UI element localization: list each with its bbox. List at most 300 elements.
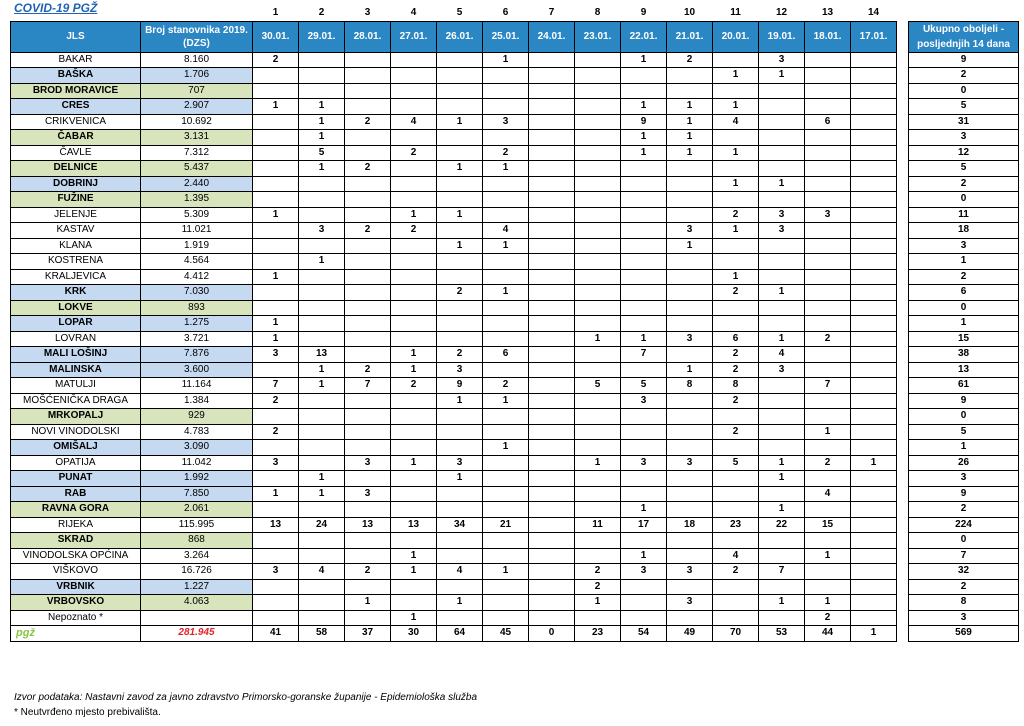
table-row	[11, 130, 1019, 146]
row-total: 2	[909, 269, 1019, 285]
case-count	[529, 595, 575, 611]
case-count	[851, 83, 897, 99]
case-count: 1	[253, 486, 299, 502]
case-count	[345, 269, 391, 285]
population-value: 893	[141, 300, 253, 316]
case-count	[759, 269, 805, 285]
municipality-name: RAVNA GORA	[11, 502, 141, 518]
case-count: 1	[299, 486, 345, 502]
case-count	[391, 424, 437, 440]
row-total: 26	[909, 455, 1019, 471]
case-count	[483, 331, 529, 347]
population-value: 4.783	[141, 424, 253, 440]
case-count	[483, 316, 529, 332]
case-count: 1	[575, 331, 621, 347]
date-header: 17.01.	[851, 21, 897, 52]
case-count	[529, 331, 575, 347]
case-count	[345, 316, 391, 332]
case-count: 2	[805, 455, 851, 471]
case-count	[345, 440, 391, 456]
date-header: 22.01.	[621, 21, 667, 52]
case-count	[667, 548, 713, 564]
case-count: 3	[437, 362, 483, 378]
case-count	[621, 595, 667, 611]
table-row	[11, 347, 1019, 363]
row-total: 0	[909, 192, 1019, 208]
row-total: 1	[909, 440, 1019, 456]
gap-cell	[897, 83, 909, 99]
case-count	[437, 254, 483, 270]
case-count: 2	[667, 52, 713, 68]
population-value: 7.876	[141, 347, 253, 363]
case-count: 11	[575, 517, 621, 533]
row-total: 5	[909, 161, 1019, 177]
case-count	[575, 285, 621, 301]
case-count	[345, 207, 391, 223]
case-count: 1	[759, 595, 805, 611]
case-count	[391, 440, 437, 456]
case-count: 3	[483, 114, 529, 130]
population-value: 868	[141, 533, 253, 549]
case-count	[667, 316, 713, 332]
case-count	[759, 145, 805, 161]
municipality-name: ČABAR	[11, 130, 141, 146]
case-count	[483, 409, 529, 425]
case-count	[759, 533, 805, 549]
case-count	[483, 595, 529, 611]
row-total: 1	[909, 316, 1019, 332]
case-count	[575, 99, 621, 115]
population-value: 115.995	[141, 517, 253, 533]
case-count	[253, 610, 299, 626]
row-total: 0	[909, 83, 1019, 99]
gap-cell	[897, 269, 909, 285]
case-count	[299, 548, 345, 564]
case-count: 1	[575, 455, 621, 471]
case-count	[299, 579, 345, 595]
population-value: 5.437	[141, 161, 253, 177]
municipality-name: LOVRAN	[11, 331, 141, 347]
row-total: 5	[909, 424, 1019, 440]
municipality-name: OMIŠALJ	[11, 440, 141, 456]
municipality-name: LOPAR	[11, 316, 141, 332]
date-header: 21.01.	[667, 21, 713, 52]
daily-total: 70	[713, 626, 759, 642]
case-count	[483, 471, 529, 487]
case-count	[529, 238, 575, 254]
case-count	[851, 114, 897, 130]
case-count: 2	[437, 347, 483, 363]
row-total: 3	[909, 130, 1019, 146]
case-count: 1	[299, 99, 345, 115]
case-count	[713, 486, 759, 502]
case-count	[759, 114, 805, 130]
table-row	[11, 595, 1019, 611]
case-count	[621, 471, 667, 487]
gap-cell	[897, 145, 909, 161]
case-count	[529, 223, 575, 239]
case-count	[529, 254, 575, 270]
case-count	[253, 130, 299, 146]
municipality-name: KOSTRENA	[11, 254, 141, 270]
case-count	[851, 471, 897, 487]
case-count	[759, 378, 805, 394]
case-count	[529, 269, 575, 285]
day-number: 12	[775, 7, 788, 19]
case-count: 1	[483, 393, 529, 409]
blank-cell	[141, 6, 253, 21]
case-count	[253, 548, 299, 564]
gap-cell	[897, 285, 909, 301]
row-total: 0	[909, 533, 1019, 549]
case-count	[483, 68, 529, 84]
case-count	[529, 285, 575, 301]
municipality-name: BAKAR	[11, 52, 141, 68]
case-count: 9	[437, 378, 483, 394]
row-total: 12	[909, 145, 1019, 161]
population-value: 2.907	[141, 99, 253, 115]
case-count	[759, 610, 805, 626]
day-number: 1	[272, 7, 279, 19]
case-count	[391, 533, 437, 549]
case-count: 1	[667, 99, 713, 115]
date-header: 19.01.	[759, 21, 805, 52]
municipality-name: OPATIJA	[11, 455, 141, 471]
case-count: 1	[713, 68, 759, 84]
case-count	[575, 52, 621, 68]
case-count: 5	[299, 145, 345, 161]
case-count	[805, 83, 851, 99]
case-count	[851, 517, 897, 533]
population-value: 2.061	[141, 502, 253, 518]
case-count: 3	[759, 207, 805, 223]
case-count	[253, 161, 299, 177]
case-count: 4	[483, 223, 529, 239]
case-count	[851, 393, 897, 409]
case-count: 2	[713, 285, 759, 301]
case-count: 1	[437, 393, 483, 409]
case-count	[621, 83, 667, 99]
case-count	[253, 502, 299, 518]
row-total: 9	[909, 52, 1019, 68]
row-total: 11	[909, 207, 1019, 223]
municipality-name: CRES	[11, 99, 141, 115]
case-count	[299, 285, 345, 301]
case-count	[805, 347, 851, 363]
case-count	[299, 192, 345, 208]
case-count	[575, 347, 621, 363]
case-count	[713, 610, 759, 626]
case-count: 23	[713, 517, 759, 533]
gap-cell	[897, 455, 909, 471]
case-count	[391, 285, 437, 301]
case-count: 3	[253, 455, 299, 471]
case-count: 8	[667, 378, 713, 394]
case-count: 3	[805, 207, 851, 223]
case-count	[851, 579, 897, 595]
case-count	[529, 471, 575, 487]
case-count	[575, 502, 621, 518]
daily-total: 45	[483, 626, 529, 642]
gap-cell	[897, 533, 909, 549]
case-count: 1	[805, 595, 851, 611]
case-count	[391, 300, 437, 316]
case-count	[805, 223, 851, 239]
case-count: 7	[253, 378, 299, 394]
population-value: 8.160	[141, 52, 253, 68]
case-count	[391, 409, 437, 425]
municipality-name: MOŠĆENIČKA DRAGA	[11, 393, 141, 409]
case-count	[575, 409, 621, 425]
case-count	[759, 579, 805, 595]
case-count	[851, 486, 897, 502]
gap-cell	[897, 424, 909, 440]
table-row	[11, 502, 1019, 518]
case-count: 1	[759, 176, 805, 192]
case-count	[667, 409, 713, 425]
case-count	[529, 161, 575, 177]
case-count	[483, 362, 529, 378]
case-count	[805, 145, 851, 161]
row-total: 38	[909, 347, 1019, 363]
row-total: 0	[909, 409, 1019, 425]
table-row	[11, 564, 1019, 580]
case-count: 5	[713, 455, 759, 471]
municipality-name: VINODOLSKA OPĆINA	[11, 548, 141, 564]
case-count	[345, 579, 391, 595]
case-count	[483, 83, 529, 99]
table-row	[11, 471, 1019, 487]
case-count	[391, 176, 437, 192]
case-count	[575, 486, 621, 502]
case-count	[575, 238, 621, 254]
case-count	[713, 52, 759, 68]
case-count	[805, 362, 851, 378]
case-count	[299, 83, 345, 99]
case-count	[437, 502, 483, 518]
case-count	[851, 145, 897, 161]
row-total: 224	[909, 517, 1019, 533]
population-value: 3.264	[141, 548, 253, 564]
case-count: 18	[667, 517, 713, 533]
case-count	[437, 99, 483, 115]
case-count	[575, 316, 621, 332]
case-count	[437, 331, 483, 347]
case-count: 2	[713, 564, 759, 580]
case-count: 1	[851, 455, 897, 471]
municipality-name: MALI LOŠINJ	[11, 347, 141, 363]
case-count	[253, 595, 299, 611]
case-count	[253, 362, 299, 378]
case-count	[851, 99, 897, 115]
daily-total: 23	[575, 626, 621, 642]
gap-cell	[897, 207, 909, 223]
case-count: 2	[483, 145, 529, 161]
daily-total: 54	[621, 626, 667, 642]
case-count	[851, 223, 897, 239]
case-count	[391, 331, 437, 347]
table-row	[11, 362, 1019, 378]
case-count	[575, 471, 621, 487]
case-count	[483, 192, 529, 208]
gap-cell	[897, 393, 909, 409]
case-count: 1	[483, 161, 529, 177]
case-count	[851, 548, 897, 564]
case-count	[851, 130, 897, 146]
case-count	[437, 192, 483, 208]
gap-cell	[897, 223, 909, 239]
case-count	[851, 533, 897, 549]
case-count	[345, 83, 391, 99]
population-value: 4.412	[141, 269, 253, 285]
case-count	[667, 254, 713, 270]
case-count: 2	[391, 378, 437, 394]
case-count	[345, 68, 391, 84]
case-count	[437, 424, 483, 440]
case-count	[437, 130, 483, 146]
day-number: 3	[364, 7, 371, 19]
case-count	[667, 176, 713, 192]
case-count	[345, 285, 391, 301]
case-count	[391, 68, 437, 84]
case-count	[759, 548, 805, 564]
case-count	[713, 533, 759, 549]
gap-cell	[897, 579, 909, 595]
daily-total: 41	[253, 626, 299, 642]
case-count	[391, 52, 437, 68]
table-row	[11, 424, 1019, 440]
day-number: 9	[640, 7, 647, 19]
case-count	[851, 207, 897, 223]
case-count	[575, 393, 621, 409]
gap-cell	[897, 595, 909, 611]
table-row	[11, 440, 1019, 456]
case-count	[299, 176, 345, 192]
case-count	[529, 83, 575, 99]
case-count: 1	[253, 316, 299, 332]
case-count	[299, 502, 345, 518]
case-count	[529, 145, 575, 161]
case-count	[391, 502, 437, 518]
case-count	[529, 533, 575, 549]
case-count	[667, 471, 713, 487]
case-count	[575, 533, 621, 549]
case-count: 1	[621, 52, 667, 68]
case-count	[621, 300, 667, 316]
gap-cell	[897, 161, 909, 177]
case-count	[575, 300, 621, 316]
population-value: 7.030	[141, 285, 253, 301]
case-count: 13	[253, 517, 299, 533]
case-count	[851, 362, 897, 378]
date-header: 25.01.	[483, 21, 529, 52]
municipality-name: VIŠKOVO	[11, 564, 141, 580]
population-value: 7.850	[141, 486, 253, 502]
case-count: 1	[437, 161, 483, 177]
municipality-name: RIJEKA	[11, 517, 141, 533]
case-count: 1	[299, 161, 345, 177]
case-count	[851, 269, 897, 285]
case-count	[529, 455, 575, 471]
gap-cell	[897, 68, 909, 84]
row-total: 31	[909, 114, 1019, 130]
case-count	[621, 176, 667, 192]
case-count: 2	[345, 114, 391, 130]
case-count	[805, 238, 851, 254]
case-count	[483, 269, 529, 285]
gap-cell	[897, 316, 909, 332]
case-count	[575, 254, 621, 270]
case-count: 1	[713, 269, 759, 285]
case-count	[529, 68, 575, 84]
case-count: 1	[437, 207, 483, 223]
table-row	[11, 176, 1019, 192]
case-count	[759, 161, 805, 177]
case-count: 1	[299, 114, 345, 130]
case-count: 3	[253, 347, 299, 363]
case-count	[805, 564, 851, 580]
case-count	[437, 300, 483, 316]
case-count	[575, 192, 621, 208]
case-count	[851, 440, 897, 456]
case-count	[851, 238, 897, 254]
day-number: 11	[730, 7, 741, 19]
case-count: 1	[253, 269, 299, 285]
case-count	[851, 52, 897, 68]
row-total: 8	[909, 595, 1019, 611]
case-count: 5	[575, 378, 621, 394]
case-count	[713, 471, 759, 487]
row-total: 61	[909, 378, 1019, 394]
case-count: 3	[345, 455, 391, 471]
table-row	[11, 393, 1019, 409]
population-value: 3.600	[141, 362, 253, 378]
population-value: 11.164	[141, 378, 253, 394]
case-count: 1	[253, 99, 299, 115]
case-count	[667, 300, 713, 316]
case-count	[621, 207, 667, 223]
case-count: 2	[805, 331, 851, 347]
gap-cell	[897, 626, 909, 642]
case-count: 1	[759, 502, 805, 518]
case-count: 1	[621, 130, 667, 146]
case-count	[437, 269, 483, 285]
case-count	[805, 533, 851, 549]
gap-cell	[897, 440, 909, 456]
municipality-name: VRBOVSKO	[11, 595, 141, 611]
case-count	[713, 192, 759, 208]
case-count	[299, 316, 345, 332]
row-total: 3	[909, 610, 1019, 626]
row-total: 3	[909, 238, 1019, 254]
case-count: 5	[621, 378, 667, 394]
daily-total: 58	[299, 626, 345, 642]
municipality-name: MATULJI	[11, 378, 141, 394]
case-count: 1	[575, 595, 621, 611]
case-count	[483, 486, 529, 502]
case-count	[299, 68, 345, 84]
case-count	[713, 409, 759, 425]
case-count	[299, 52, 345, 68]
case-count	[759, 238, 805, 254]
date-header: 28.01.	[345, 21, 391, 52]
municipality-name: JELENJE	[11, 207, 141, 223]
case-count	[345, 176, 391, 192]
case-count: 3	[253, 564, 299, 580]
case-count	[345, 99, 391, 115]
case-count: 4	[759, 347, 805, 363]
table-row	[11, 145, 1019, 161]
